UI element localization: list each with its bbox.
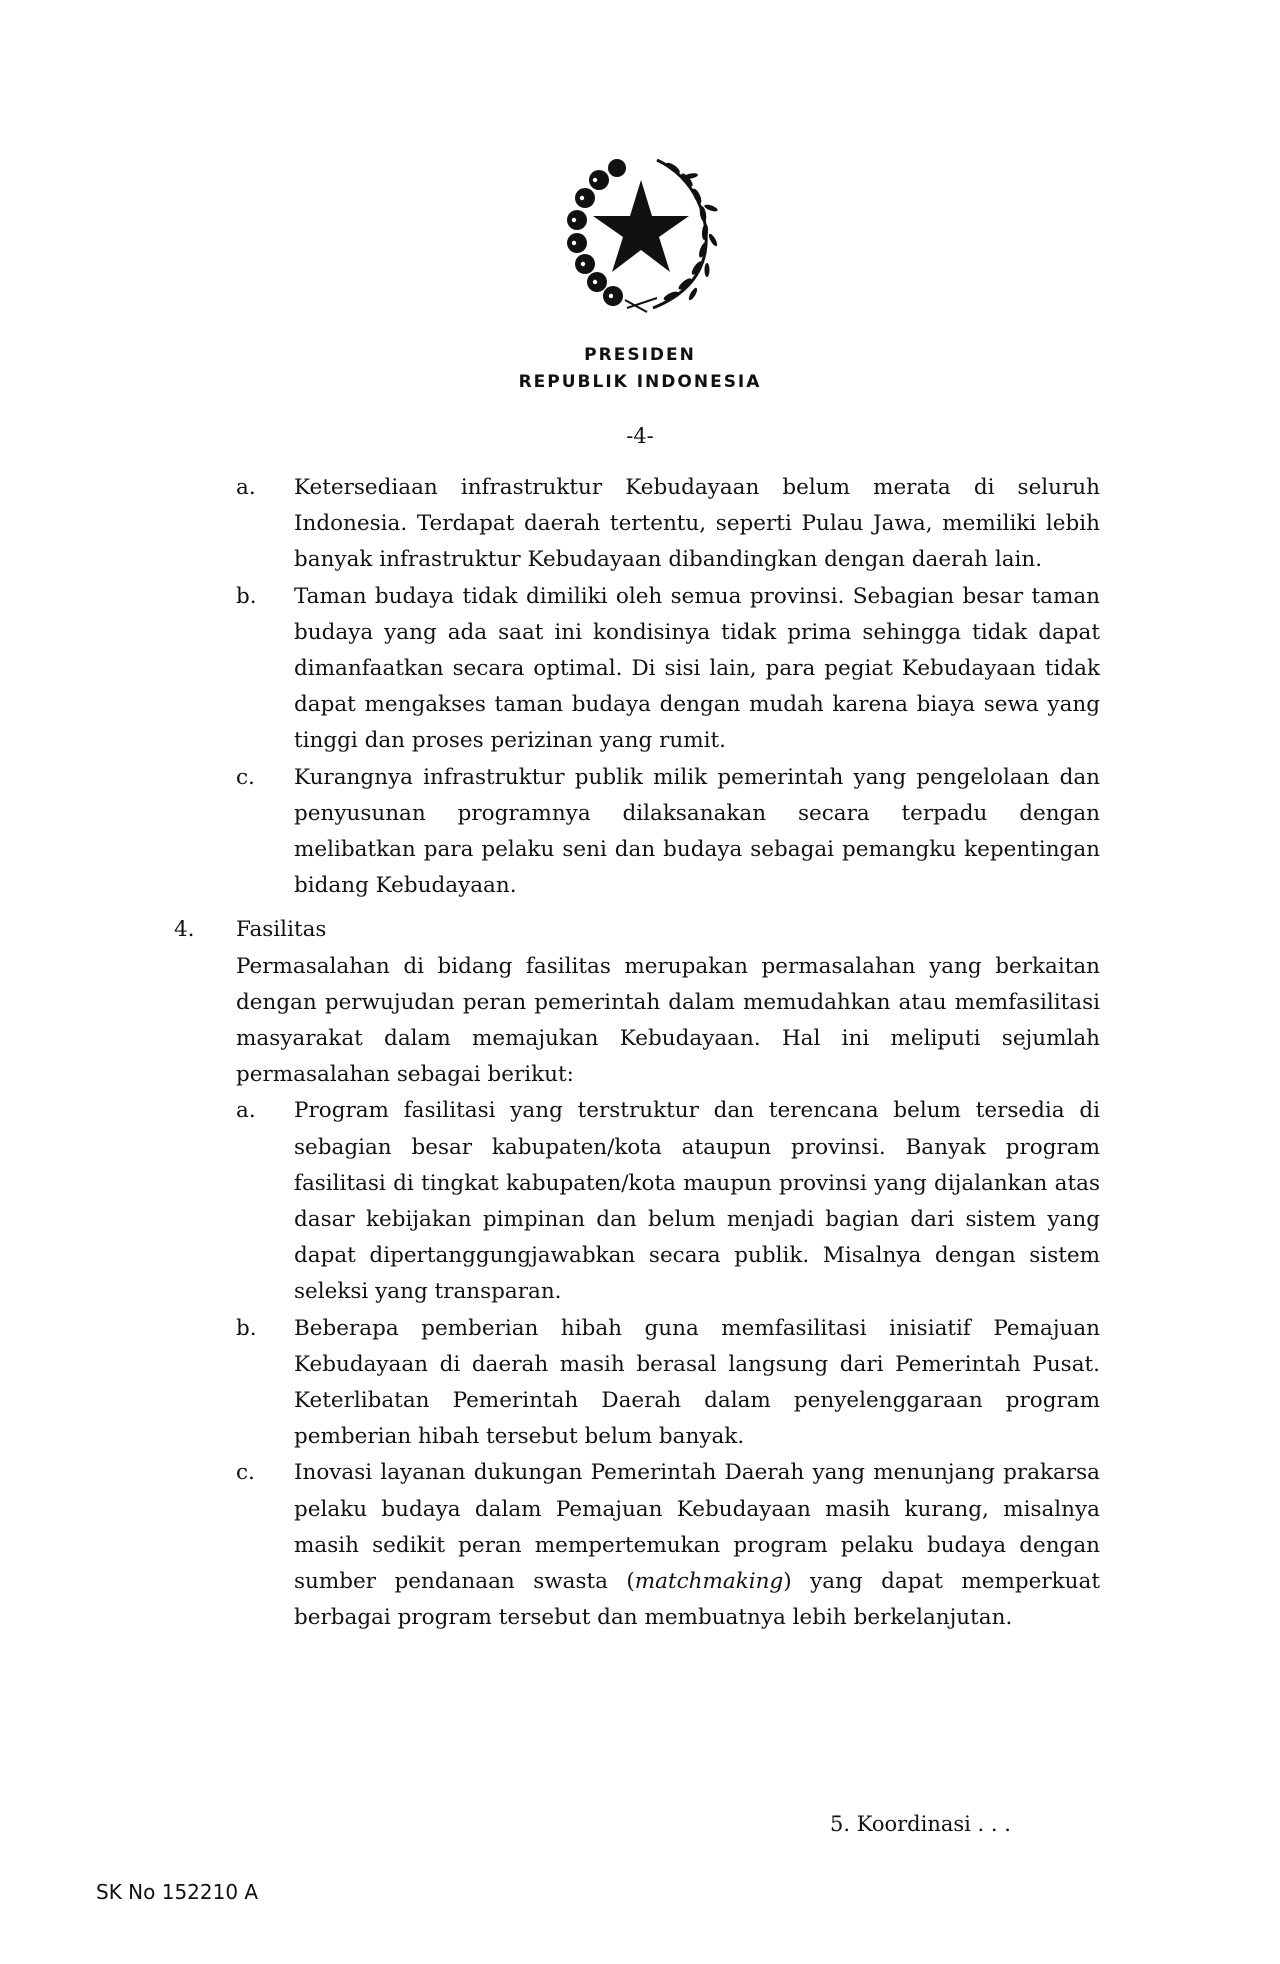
page-number: -4- bbox=[626, 424, 654, 448]
header-title-presiden: PRESIDEN bbox=[584, 345, 696, 365]
section-4-list bbox=[236, 1093, 1100, 1636]
list-item-label: c. bbox=[236, 1460, 255, 1486]
list-item-label: a. bbox=[236, 475, 256, 500]
list-item bbox=[236, 1093, 1100, 1310]
list-item-label: c. bbox=[236, 764, 255, 790]
list-item bbox=[236, 1455, 1100, 1636]
section-3-list bbox=[236, 470, 1100, 904]
list-item-label: a. bbox=[236, 1098, 256, 1124]
document-code: SK No 152210 A bbox=[96, 1880, 259, 1904]
section-4-intro: Permasalahan di bidang fasilitas merupakan permasalahan yang berkaitan dengan perwujudan peran pemerintah dalam memudahkan atau memfasilitasi masyarakat dalam memajukan Kebudayaan. Hal ini meliputi sejumlah permasalahan sebagai berikut: bbox=[236, 953, 1100, 1088]
list-item-label: b. bbox=[236, 1315, 257, 1341]
list-item-text: Taman budaya tidak dimiliki oleh semua provinsi. Sebagian besar taman budaya yang ada saat ini kondisinya tidak prima sehingga tidak dapat dimanfaatkan secara optimal. Di sisi lain, para pegiat Kebudayaan tidak dapat mengakses taman budaya dengan mudah karena biaya sewa yang tinggi dan proses perizinan yang rumit. bbox=[294, 583, 1100, 754]
section-title: Fasilitas bbox=[236, 917, 327, 943]
list-item-text: Beberapa pemberian hibah guna memfasilitasi inisiatif Pemajuan Kebudayaan di daerah masih berasal langsung dari Pemerintah Pusat. Keterlibatan Pemerintah Daerah dalam penyelenggaraan program pemberian hibah tersebut belum banyak. bbox=[294, 1315, 1100, 1450]
list-item-text: Program fasilitasi yang terstruktur dan terencana belum tersedia di sebagian besar kabupaten/kota ataupun provinsi. Banyak program fasilitasi di tingkat kabupaten/kota maupun provinsi yang dijalankan atas dasar kebijakan pimpinan dan belum menjadi bagian dari sistem yang dapat dipertanggungjawabkan secara publik. Misalnya dengan sistem seleksi yang transparan. bbox=[294, 1098, 1100, 1305]
italic-term: matchmaking bbox=[634, 1569, 784, 1595]
header-title-republik: REPUBLIK INDONESIA bbox=[518, 372, 762, 392]
list-item-text bbox=[294, 1460, 1100, 1630]
document-body bbox=[174, 470, 1100, 1637]
list-item-text-before: Inovasi layanan dukungan Pemerintah Daerah yang menunjang prakarsa pelaku budaya dalam Pemajuan Kebudayaan masih kurang, misalnya masih sedikit peran mempertemukan program pelaku budaya dengan sumber pendanaan swasta ( bbox=[294, 1460, 1100, 1595]
section-4-heading bbox=[174, 912, 1100, 948]
section-number: 4. bbox=[174, 917, 195, 943]
presidential-emblem-icon bbox=[555, 148, 725, 320]
list-item bbox=[236, 470, 1100, 579]
list-item bbox=[236, 579, 1100, 760]
list-item-text: Ketersediaan infrastruktur Kebudayaan belum merata di seluruh Indonesia. Terdapat daerah tertentu, seperti Pulau Jawa, memiliki lebih banyak infrastruktur Kebudayaan dibandingkan dengan daerah lain. bbox=[294, 475, 1100, 573]
list-item-text: Kurangnya infrastruktur publik milik pemerintah yang pengelolaan dan penyusunan programnya dilaksanakan secara terpadu dengan melibatkan para pelaku seni dan budaya sebagai pemangku kepentingan bidang Kebudayaan. bbox=[294, 764, 1100, 899]
list-item-label: b. bbox=[236, 583, 257, 609]
list-item-text-after: ) yang dapat memperkuat berbagai program tersebut dan membuatnya lebih berkelanjutan. bbox=[294, 1569, 1100, 1631]
next-page-continuation: 5. Koordinasi . . . bbox=[830, 1812, 1011, 1836]
list-item bbox=[236, 760, 1100, 905]
star-icon bbox=[593, 180, 689, 272]
list-item bbox=[236, 1311, 1100, 1456]
